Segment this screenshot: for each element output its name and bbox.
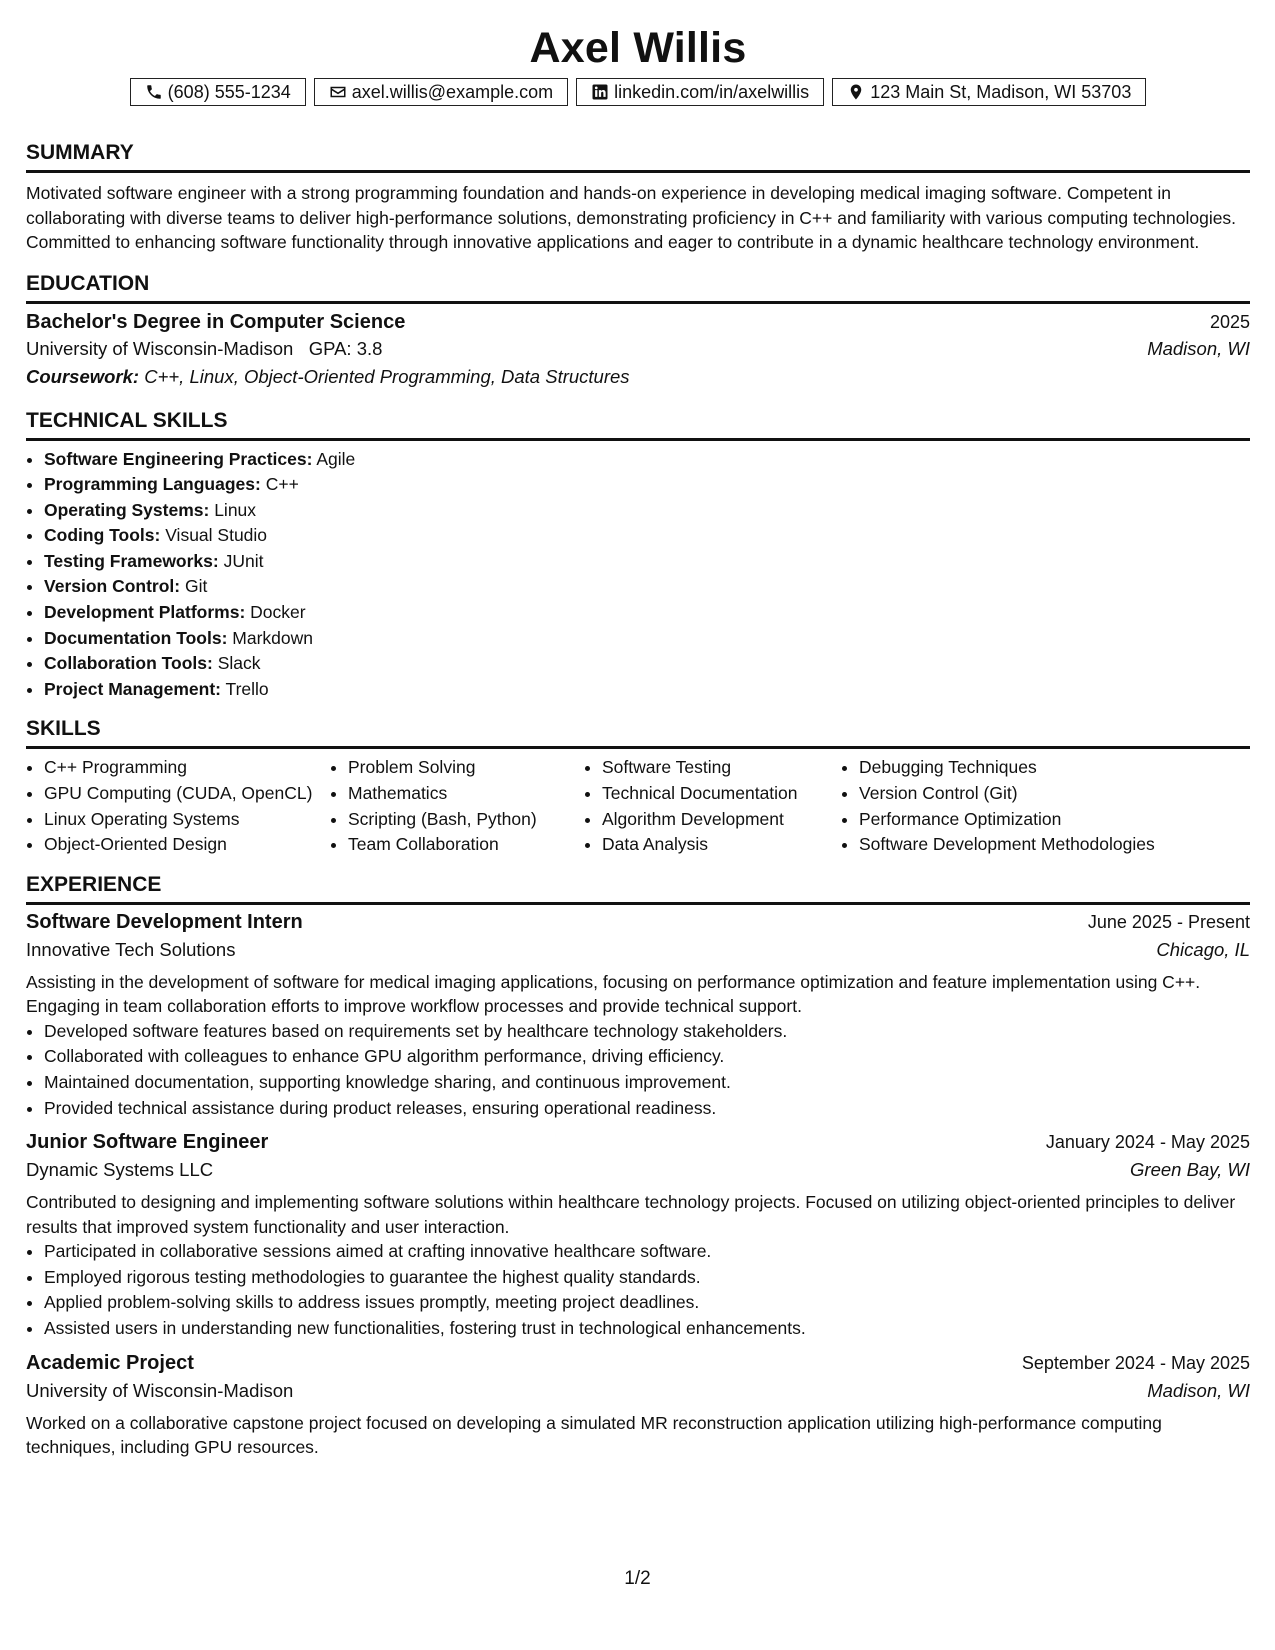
contact-linkedin[interactable] <box>576 78 824 106</box>
school-name: University of Wisconsin-Madison <box>26 337 294 359</box>
skill-label: Collaboration Tools: <box>44 653 213 674</box>
list-item: • Software Development Methodologies <box>859 832 1155 858</box>
list-item: • Object-Oriented Design <box>44 832 330 858</box>
skill-label: Software Engineering Practices: <box>44 448 313 469</box>
list-item: • Debugging Techniques <box>859 755 1155 781</box>
school-location: Madison, WI <box>1147 337 1250 359</box>
experience-entry <box>26 1131 1250 1341</box>
skill-value: Agile <box>316 448 356 469</box>
list-item: • Version Control (Git) <box>859 781 1155 807</box>
list-item: • Technical Documentation <box>602 781 841 807</box>
contact-address-text: 123 Main St, Madison, WI 53703 <box>870 81 1132 102</box>
job-title: Software Development Intern <box>26 910 303 933</box>
map-pin-icon <box>847 83 865 101</box>
list-item: • Team Collaboration <box>348 832 584 858</box>
skill-label: Development Platforms: <box>44 602 246 623</box>
skill-value: JUnit <box>223 550 264 571</box>
list-item <box>44 472 1250 498</box>
list-item: • Collaborated with colleagues to enhance GPU algorithm performance, driving efficiency. <box>44 1044 1250 1070</box>
contact-email[interactable] <box>314 78 568 106</box>
page-number: 1/2 <box>624 1568 651 1589</box>
job-dates: January 2024 - May 2025 <box>1045 1132 1250 1153</box>
skill-label: Version Control: <box>44 576 181 597</box>
contact-bar <box>26 78 1250 106</box>
skill-label: Operating Systems: <box>44 499 210 520</box>
skill-value: Slack <box>217 653 261 674</box>
experience-company-row <box>26 939 1250 961</box>
list-item: • Provided technical assistance during product releases, ensuring operational readiness. <box>44 1096 1250 1122</box>
technical-skills-section <box>26 408 1250 703</box>
job-location: Green Bay, WI <box>1130 1159 1250 1181</box>
skills-column-3 <box>584 755 841 857</box>
experience-company-row <box>26 1380 1250 1402</box>
list-item: • Linux Operating Systems <box>44 807 330 833</box>
experience-header-row <box>26 1131 1250 1154</box>
job-bullets <box>26 1019 1250 1121</box>
list-item <box>44 651 1250 677</box>
resume-page <box>26 20 1250 1460</box>
experience-entry <box>26 911 1250 1121</box>
section-title-skills: SKILLS <box>26 716 1250 749</box>
skill-value: Linux <box>214 499 257 520</box>
list-item <box>44 626 1250 652</box>
job-location: Chicago, IL <box>1156 938 1250 960</box>
skill-value: Git <box>185 576 208 597</box>
contact-address[interactable] <box>832 78 1146 106</box>
list-item <box>44 523 1250 549</box>
list-item: • Mathematics <box>348 781 584 807</box>
degree: Bachelor's Degree in Computer Science <box>26 310 406 333</box>
job-location: Madison, WI <box>1147 1379 1250 1401</box>
experience-header-row <box>26 911 1250 934</box>
school-and-gpa <box>26 338 382 360</box>
list-item: • GPU Computing (CUDA, OpenCL) <box>44 781 330 807</box>
summary-text: Motivated software engineer with a strong programming foundation and hands-on experience in developing medical imaging software. Competent in collaborating with diverse teams to deliver high-performance solutions, demonstrating proficiency in C++ and familiarity with various computing technologies. Committed to enhancing software functionality through innovative applications and eager to contribute in a dynamic healthcare technology environment. <box>26 183 1237 252</box>
experience-header-row <box>26 1352 1250 1375</box>
list-item <box>44 677 1250 703</box>
company-name: University of Wisconsin-Madison <box>26 1379 294 1401</box>
education-school-row <box>26 338 1250 360</box>
list-item <box>44 498 1250 524</box>
skill-label: Project Management: <box>44 678 221 699</box>
job-dates: June 2025 - Present <box>1087 911 1250 932</box>
skill-value: C++ <box>265 474 299 495</box>
contact-phone-text: (608) 555-1234 <box>167 81 291 102</box>
list-item: • Developed software features based on requirements set by healthcare technology stakeholders. <box>44 1019 1250 1045</box>
skill-value: Visual Studio <box>165 525 268 546</box>
skills-section <box>26 716 1250 857</box>
list-item <box>44 600 1250 626</box>
list-item: • Problem Solving <box>348 755 584 781</box>
job-title: Academic Project <box>26 1351 194 1374</box>
education-header-row <box>26 311 1250 334</box>
list-item: • C++ Programming <box>44 755 330 781</box>
list-item <box>44 549 1250 575</box>
experience-section <box>26 872 1250 1460</box>
experience-company-row <box>26 1159 1250 1181</box>
skill-value: Trello <box>225 678 269 699</box>
graduation-year: 2025 <box>1209 311 1250 332</box>
candidate-name: Axel Willis <box>529 24 747 72</box>
company-name: Innovative Tech Solutions <box>26 938 236 960</box>
phone-icon <box>145 83 163 101</box>
skill-label: Programming Languages: <box>44 474 261 495</box>
job-description: Worked on a collaborative capstone project focused on developing a simulated MR reconstruction application utilizing high-performance computing techniques, including GPU resources. <box>26 1412 1162 1458</box>
job-description: Contributed to designing and implementing software solutions within healthcare technology projects. Focused on utilizing object-oriented principles to deliver results that improved system functionality and user interaction. <box>26 1192 1236 1237</box>
list-item: • Software Testing <box>602 755 841 781</box>
coursework-label: Coursework: <box>26 365 140 387</box>
skill-value: Docker <box>250 602 306 623</box>
contact-linkedin-text: linkedin.com/in/axelwillis <box>614 81 810 102</box>
skills-column-1 <box>26 755 330 857</box>
list-item: • Scripting (Bash, Python) <box>348 807 584 833</box>
company-name: Dynamic Systems LLC <box>26 1159 214 1181</box>
list-item: • Participated in collaborative sessions aimed at crafting innovative healthcare software. <box>44 1239 1250 1265</box>
list-item <box>44 574 1250 600</box>
list-item: • Applied problem-solving skills to address issues promptly, meeting project deadlines. <box>44 1290 1250 1316</box>
list-item: • Maintained documentation, supporting knowledge sharing, and continuous improvement. <box>44 1070 1250 1096</box>
linkedin-icon <box>591 83 609 101</box>
list-item <box>44 447 1250 473</box>
technical-skills-list <box>26 447 1250 703</box>
skill-label: Documentation Tools: <box>44 627 228 648</box>
skill-value: Markdown <box>232 627 314 648</box>
experience-entry <box>26 1352 1250 1460</box>
gpa: GPA: 3.8 <box>308 337 383 359</box>
list-item: • Data Analysis <box>602 832 841 858</box>
contact-phone[interactable] <box>130 78 306 106</box>
skill-label: Coding Tools: <box>44 525 161 546</box>
contact-email-text: axel.willis@example.com <box>351 81 554 102</box>
job-dates: September 2024 - May 2025 <box>1021 1352 1250 1373</box>
section-title-education: EDUCATION <box>26 271 1250 304</box>
skill-label: Testing Frameworks: <box>44 550 219 571</box>
list-item: • Algorithm Development <box>602 807 841 833</box>
section-title-experience: EXPERIENCE <box>26 872 1250 905</box>
coursework-list: C++, Linux, Object-Oriented Programming, Data Structures <box>144 365 630 387</box>
list-item: • Assisted users in understanding new functionalities, fostering trust in technological enhancements. <box>44 1316 1250 1342</box>
list-item: • Employed rigorous testing methodologies to guarantee the highest quality standards. <box>44 1265 1250 1291</box>
list-item: • Performance Optimization <box>859 807 1155 833</box>
skills-grid <box>26 755 1250 857</box>
job-bullets <box>26 1239 1250 1341</box>
summary-section <box>26 140 1250 255</box>
education-section <box>26 271 1250 388</box>
section-title-summary: SUMMARY <box>26 140 1250 173</box>
section-title-technical-skills: TECHNICAL SKILLS <box>26 408 1250 441</box>
envelope-icon <box>329 83 347 101</box>
job-title: Junior Software Engineer <box>26 1131 269 1154</box>
skills-column-4 <box>841 755 1155 857</box>
coursework <box>26 366 1250 388</box>
skills-column-2 <box>330 755 584 857</box>
job-description: Assisting in the development of software for medical imaging applications, focusing on performance optimization and feature implementation using C++. Engaging in team collaboration efforts to improve workflow processes and provide technical support. <box>26 971 1201 1017</box>
